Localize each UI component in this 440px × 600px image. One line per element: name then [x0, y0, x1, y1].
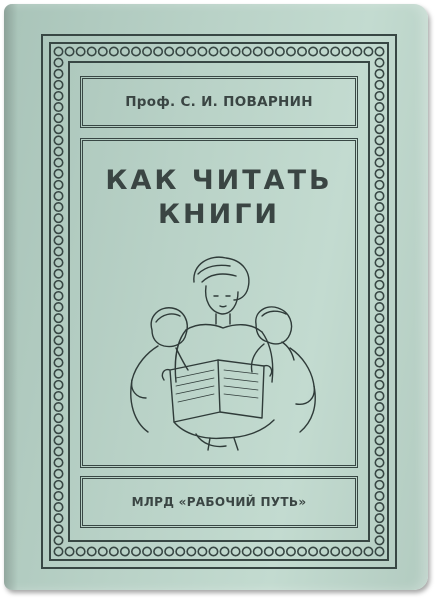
ornament-ring [375, 92, 383, 100]
ornament-ring [375, 381, 383, 389]
ornament-ring [54, 403, 62, 411]
ornament-ring [375, 392, 383, 400]
ornament-ring [375, 414, 383, 422]
title-line-2: КНИГИ [157, 199, 281, 230]
ornament-ring [54, 370, 62, 378]
ornament-ring [375, 81, 383, 89]
ornament-ring [110, 47, 118, 55]
ornament-ring [375, 158, 383, 166]
ornament-ring [242, 47, 250, 55]
ornament-ring [54, 247, 62, 255]
ornament-ring [254, 547, 262, 555]
ornament-ring [54, 70, 62, 78]
reading-illustration [114, 252, 334, 452]
ornament-ring [231, 47, 239, 55]
ornament-ring [54, 414, 62, 422]
ornament-ring [143, 47, 151, 55]
ornament-ring [54, 292, 62, 300]
ornament-ring [132, 547, 140, 555]
ornament-ring [342, 47, 350, 55]
ornament-ring [375, 503, 383, 511]
ornament-ring [375, 270, 383, 278]
title-line-1: КАК ЧИТАТЬ [105, 165, 333, 196]
ornament-ring [76, 547, 84, 555]
ornament-ring [375, 403, 383, 411]
ornament-ring [375, 281, 383, 289]
ornament-ring [54, 92, 62, 100]
ornament-ring [121, 547, 129, 555]
ornament-ring [375, 203, 383, 211]
ornament-ring [54, 358, 62, 366]
ornament-ring [165, 47, 173, 55]
ornament-ring [54, 381, 62, 389]
ornament-ring [209, 47, 217, 55]
ornament-ring [65, 547, 73, 555]
ornament-ring [54, 103, 62, 111]
ornament-ring [54, 536, 62, 544]
ornament-ring [320, 47, 328, 55]
ornament-ring [375, 225, 383, 233]
ornament-ring [54, 81, 62, 89]
ornament-ring [342, 547, 350, 555]
ornament-ring [198, 547, 206, 555]
ornament-ring [375, 70, 383, 78]
ornament-ring [54, 458, 62, 466]
ornament-ring [375, 181, 383, 189]
ornament-ring [187, 547, 195, 555]
ornament-ring [265, 47, 273, 55]
ornament-ring [375, 236, 383, 244]
ornament-ring [54, 336, 62, 344]
ornament-ring [375, 425, 383, 433]
ornament-ring [375, 436, 383, 444]
ornament-ring [276, 547, 284, 555]
ornament-ring [298, 547, 306, 555]
ornament-ring [54, 481, 62, 489]
ornament-ring [375, 481, 383, 489]
ornament-ring [54, 203, 62, 211]
ornament-ring [54, 503, 62, 511]
ornament-ring [375, 214, 383, 222]
ornament-ring [375, 192, 383, 200]
ornament-ring [375, 470, 383, 478]
ornament-ring [54, 547, 62, 555]
ornament-ring [54, 492, 62, 500]
ornament-ring [54, 436, 62, 444]
ornament-ring [220, 547, 228, 555]
ornament-ring [54, 325, 62, 333]
ornament-ring [187, 47, 195, 55]
ornament-ring [198, 47, 206, 55]
ornament-ring [65, 47, 73, 55]
ornament-ring [154, 47, 162, 55]
ornament-ring [209, 547, 217, 555]
ornament-ring [287, 47, 295, 55]
ornament-ring [375, 258, 383, 266]
ornament-ring [375, 47, 383, 55]
ornament-ring [54, 192, 62, 200]
ornament-ring [54, 114, 62, 122]
ornament-ring [54, 514, 62, 522]
ornament-ring [54, 281, 62, 289]
ornament-ring [54, 47, 62, 55]
ornament-ring [309, 547, 317, 555]
ornament-ring [375, 536, 383, 544]
ornament-ring [375, 492, 383, 500]
ornament-ring [143, 547, 151, 555]
ornament-ring [54, 447, 62, 455]
ornament-ring [54, 136, 62, 144]
ornament-ring [165, 547, 173, 555]
ornament-ring [375, 136, 383, 144]
ornament-ring [176, 547, 184, 555]
ornament-ring [54, 314, 62, 322]
ornament-ring [110, 547, 118, 555]
ornament-ring [375, 547, 383, 555]
ornament-ring [54, 303, 62, 311]
ornament-ring [375, 314, 383, 322]
ornament-ring [375, 458, 383, 466]
ornament-ring [375, 347, 383, 355]
ornament-ring [132, 47, 140, 55]
ornament-ring [54, 158, 62, 166]
ornament-ring [54, 125, 62, 133]
ornament-ring [353, 47, 361, 55]
ornament-ring [54, 147, 62, 155]
ornament-ring [375, 247, 383, 255]
ornament-ring [99, 547, 107, 555]
ornament-ring [54, 347, 62, 355]
ornament-ring [242, 547, 250, 555]
ornament-ring [375, 170, 383, 178]
ornament-ring [364, 47, 372, 55]
ornament-ring [375, 514, 383, 522]
author-name: Проф. С. И. ПОВАРНИН [125, 94, 313, 110]
ornament-ring [375, 525, 383, 533]
ornament-ring [54, 270, 62, 278]
ornament-ring [121, 47, 129, 55]
ornament-ring [287, 547, 295, 555]
ornament-ring [54, 258, 62, 266]
ornament-ring [375, 370, 383, 378]
ornament-ring [54, 392, 62, 400]
ornament-ring [265, 547, 273, 555]
ornament-ring [353, 547, 361, 555]
ornament-ring [220, 47, 228, 55]
book-cover [4, 4, 428, 590]
ornament-ring [76, 47, 84, 55]
ornament-ring [54, 181, 62, 189]
ornament-ring [88, 47, 96, 55]
ornament-ring [375, 336, 383, 344]
ornament-ring [375, 103, 383, 111]
ornament-ring [54, 58, 62, 66]
ornament-ring [375, 147, 383, 155]
ornament-ring [176, 47, 184, 55]
ornament-ring [54, 425, 62, 433]
ornament-ring [375, 358, 383, 366]
ornament-ring [54, 236, 62, 244]
ornament-ring [331, 47, 339, 55]
ornament-ring [54, 225, 62, 233]
ornament-ring [276, 47, 284, 55]
ornament-ring [375, 292, 383, 300]
ornament-ring [99, 47, 107, 55]
publisher-name: МЛРД «РАБОЧИЙ ПУТЬ» [131, 495, 307, 509]
ornament-ring [54, 470, 62, 478]
book-title [80, 164, 358, 232]
ornament-ring [375, 325, 383, 333]
ornament-ring [375, 125, 383, 133]
ornament-ring [154, 547, 162, 555]
ornament-ring [375, 58, 383, 66]
ornament-ring [254, 47, 262, 55]
ornament-ring [88, 547, 96, 555]
ornament-ring [320, 547, 328, 555]
ornament-ring [231, 547, 239, 555]
ornament-ring [331, 547, 339, 555]
ornament-ring [54, 170, 62, 178]
ornament-ring [375, 303, 383, 311]
ornament-ring [364, 547, 372, 555]
ornament-ring [375, 114, 383, 122]
ornament-ring [298, 47, 306, 55]
ornament-ring [54, 214, 62, 222]
ornament-ring [309, 47, 317, 55]
ornament-ring [375, 447, 383, 455]
ornament-ring [54, 525, 62, 533]
